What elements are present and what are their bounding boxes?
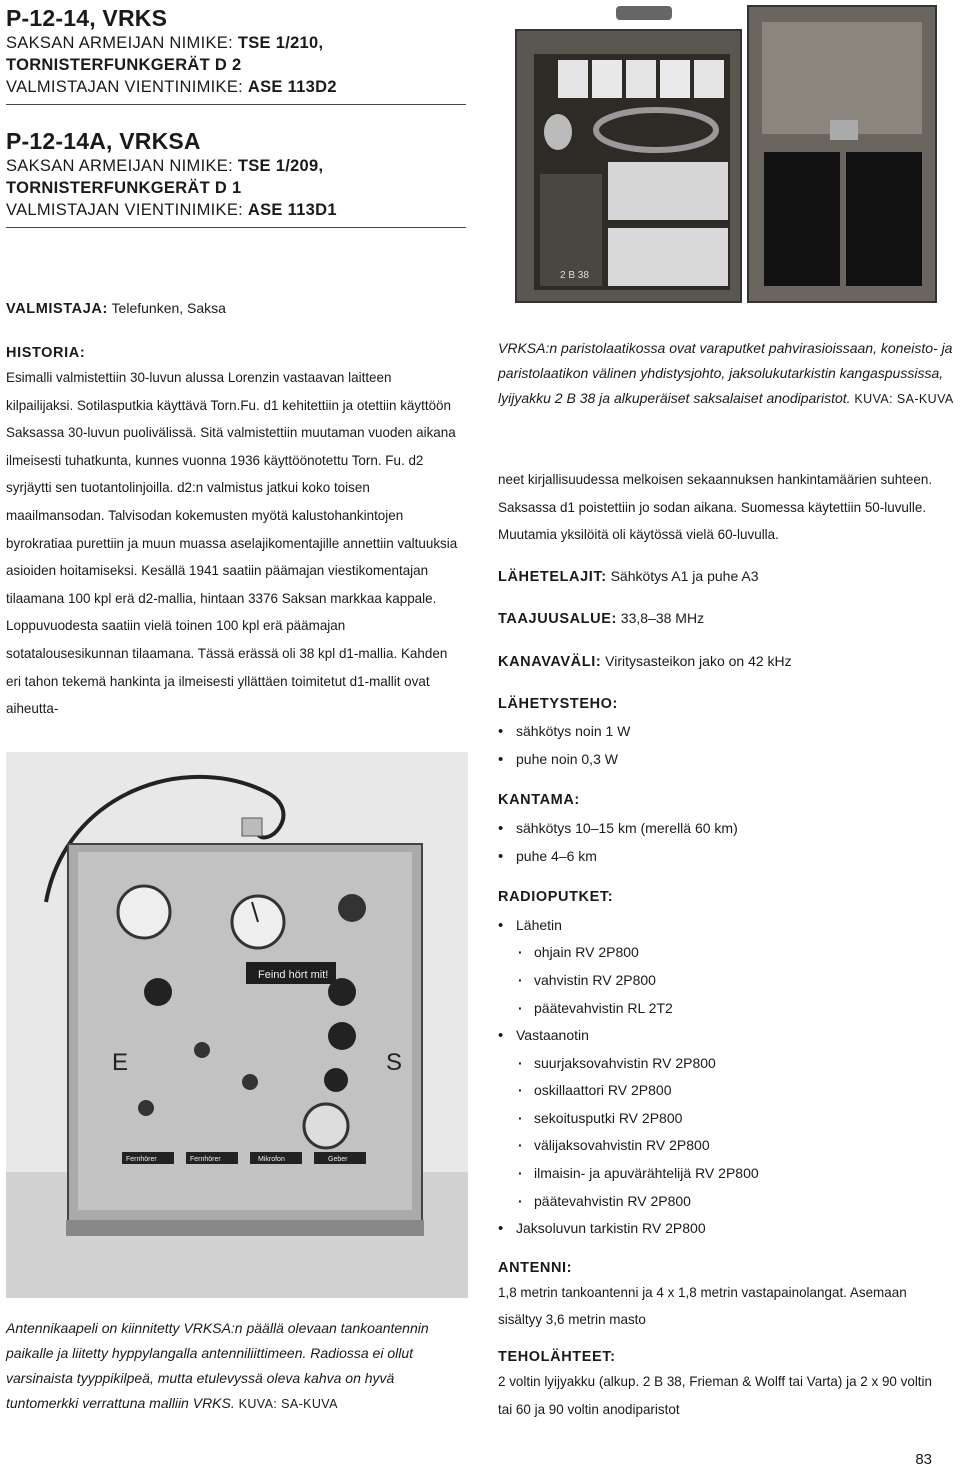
manufacturer-value: Telefunken, Saksa (107, 300, 226, 316)
list-item: • sähkötys noin 1 W (498, 718, 956, 746)
history-continuation: neet kirjallisuudessa melkoisen sekaannuksen hankintamäärien suhteen. Saksassa d1 poistettiin jo sodan aikana. Suomessa käytettiin 50-luvulle. Muutamia yksilöitä oli käytössä vielä 60-luvulla. (498, 471, 933, 543)
caption-top-credit: KUVA: SA-KUVA (854, 392, 954, 406)
radio-front-image (6, 752, 468, 1298)
emission-spec (498, 563, 956, 592)
jack-label: Geber (328, 1156, 348, 1163)
spacing-label: KANAVAVÄLI: (498, 653, 602, 670)
photo-radio-front (6, 752, 468, 1298)
antenna-label: ANTENNI: (498, 1259, 573, 1276)
list-item: · ohjain RV 2P800 (516, 939, 956, 967)
model-title-1: P-12-14, VRKS (6, 5, 168, 31)
army-name-line2: TORNISTERFUNKGERÄT D 2 (6, 56, 242, 74)
caption-battery-box (498, 336, 958, 412)
export-name-value-2: ASE 113D1 (247, 201, 337, 219)
army-name-line2-2: TORNISTERFUNKGERÄT D 1 (6, 179, 242, 197)
history-text: Esimalli valmistettiin 30-luvun alussa Lorenzin vastaavan laitteen kilpailijaksi. Sotilasputkia käyttävä Torn.Fu. d1 kehitettiin ja otettiin käyttöön Saksassa 30-luvun puolivälissä. Sitä valmistettiin muutaman vuoden aikana ilmeisesti tuhatkunta, kunnes vuonna 1936 käyttöönotettu Torn. Fu. d2 syrjäytti sen tuotantolinjoilla. d2:n valmistus jatkui koko toisen maailmansodan. Talvisodan kokemusten myötä kalustohankintojen byrokratiaa purettiin ja muun muassa aselajikomentajille annettiin valtuuksia asioiden hoitamiseksi. Kesällä 1941 saatiin päämajan viestikomentajan tilaamana 100 kpl erä d2-mallia, hintaan 3376 Saksan markkaa kappale. Loppuvuodesta saatiin vielä toinen 100 kpl erä päämajan sotatalousesikunnan tilaamana. Tässä erässä oli 38 kpl d1-mallia. Kahden eri tahon tekemä hankinta ja ilmeisesti yllättäen toimitetut d1-mallit ovat aiheutta- (6, 369, 458, 717)
list-item: · suurjaksovahvistin RV 2P800 (516, 1050, 956, 1078)
export-name-value: ASE 113D2 (247, 78, 337, 96)
list-item-transmitter (498, 912, 956, 1022)
emission-value: Sähkötys A1 ja puhe A3 (606, 567, 759, 584)
warning-plate: Feind hört mit! (258, 969, 329, 981)
history-section (6, 342, 476, 723)
antenna-spec (498, 1257, 956, 1334)
list-item: · sekoitusputki RV 2P800 (516, 1105, 956, 1133)
freq-label: TAAJUUSALUE: (498, 611, 617, 628)
list-item: • sähkötys 10–15 km (merellä 60 km) (498, 815, 956, 843)
spacing-value: Viritysasteikon jako on 42 kHz (601, 652, 792, 669)
army-name-label-2: SAKSAN ARMEIJAN NIMIKE: (6, 157, 238, 175)
manufacturer (6, 296, 466, 321)
jack-label: Fernhörer (126, 1156, 157, 1163)
letter-s: S (386, 1049, 403, 1076)
list-item: • puhe 4–6 km (498, 843, 956, 871)
list-item-receiver (498, 1022, 956, 1215)
history-label: HISTORIA: (6, 345, 86, 361)
model-title-2: P-12-14A, VRKSA (6, 128, 201, 154)
range-spec (498, 787, 956, 870)
list-item: · päätevahvistin RV 2P800 (516, 1188, 956, 1216)
power-label: LÄHETYSTEHO: (498, 695, 618, 712)
letter-e: E (112, 1049, 129, 1076)
power-source-value: 2 voltin lyijyakku (alkup. 2 B 38, Frieman & Wolff tai Varta) ja 2 x 90 voltin tai 60 ja 90 voltin anodiparistot (498, 1373, 933, 1417)
range-label: KANTAMA: (498, 792, 580, 809)
freq-spec (498, 605, 956, 634)
battery-box-image (496, 2, 956, 312)
antenna-value: 1,8 metrin tankoantenni ja 4 x 1,8 metrin vastapainolangat. Asemaan sisältyy 3,6 metrin masto (498, 1283, 907, 1328)
tubes-label: RADIOPUTKET: (498, 889, 614, 906)
power-source-spec (498, 1346, 956, 1423)
list-item: • puhe noin 0,3 W (498, 746, 956, 774)
caption-top-text: VRKSA:n paristolaatikossa ovat varaputket pahvirasioissaan, koneisto- ja paristolaatikon välinen yhdistysjohto, jaksolukutarkistin kangaspussissa, lyijyakku 2 B 38 ja alkuperäiset saksalaiset anodiparistot. (498, 340, 953, 406)
tubes-spec (498, 884, 956, 1243)
right-column (498, 466, 956, 1423)
title-block (6, 4, 466, 228)
caption-radio-front (6, 1316, 466, 1417)
photo-battery-box (496, 2, 956, 312)
export-name-label: VALMISTAJAN VIENTINIMIKE: (6, 78, 248, 96)
divider (6, 104, 466, 105)
battery-label: 2 B 38 (560, 270, 589, 281)
freq-value: 33,8–38 MHz (616, 610, 705, 627)
divider-2 (6, 227, 466, 228)
army-name-value: TSE 1/210, (237, 34, 324, 52)
jack-label: Fernhörer (190, 1156, 221, 1163)
army-name-label: SAKSAN ARMEIJAN NIMIKE: (6, 34, 238, 52)
list-item: · oskillaattori RV 2P800 (516, 1077, 956, 1105)
transmitter-label: Lähetin (516, 916, 562, 933)
caption-bottom-credit: KUVA: SA-KUVA (238, 1397, 338, 1411)
page-number: 83 (915, 1451, 932, 1468)
spacing-spec (498, 648, 956, 677)
export-name-label-2: VALMISTAJAN VIENTINIMIKE: (6, 201, 248, 219)
list-item: · välijaksovahvistin RV 2P800 (516, 1132, 956, 1160)
receiver-label: Vastaanotin (516, 1027, 589, 1044)
army-name-value-2: TSE 1/209, (237, 157, 324, 175)
emission-label: LÄHETELAJIT: (498, 568, 607, 585)
power-spec (498, 691, 956, 774)
list-item: • Jaksoluvun tarkistin RV 2P800 (498, 1215, 956, 1243)
caption-bottom-text: Antennikaapeli on kiinnitetty VRKSA:n päällä olevaan tankoantennin paikalle ja liitetty hyppylangalla antenniliittimeen. Radiossa ei ollut varsinaista tyyppikilpeä, mutta etulevyssä oleva kahva on hyvä tuntomerkki verrattuna malliin VRKS. (6, 1320, 429, 1411)
list-item: · vahvistin RV 2P800 (516, 967, 956, 995)
jack-label: Mikrofon (258, 1156, 285, 1163)
manufacturer-label: VALMISTAJA: (6, 301, 108, 317)
list-item: · ilmaisin- ja apuvärähtelijä RV 2P800 (516, 1160, 956, 1188)
power-source-label: TEHOLÄHTEET: (498, 1349, 616, 1366)
list-item: · päätevahvistin RL 2T2 (516, 995, 956, 1023)
